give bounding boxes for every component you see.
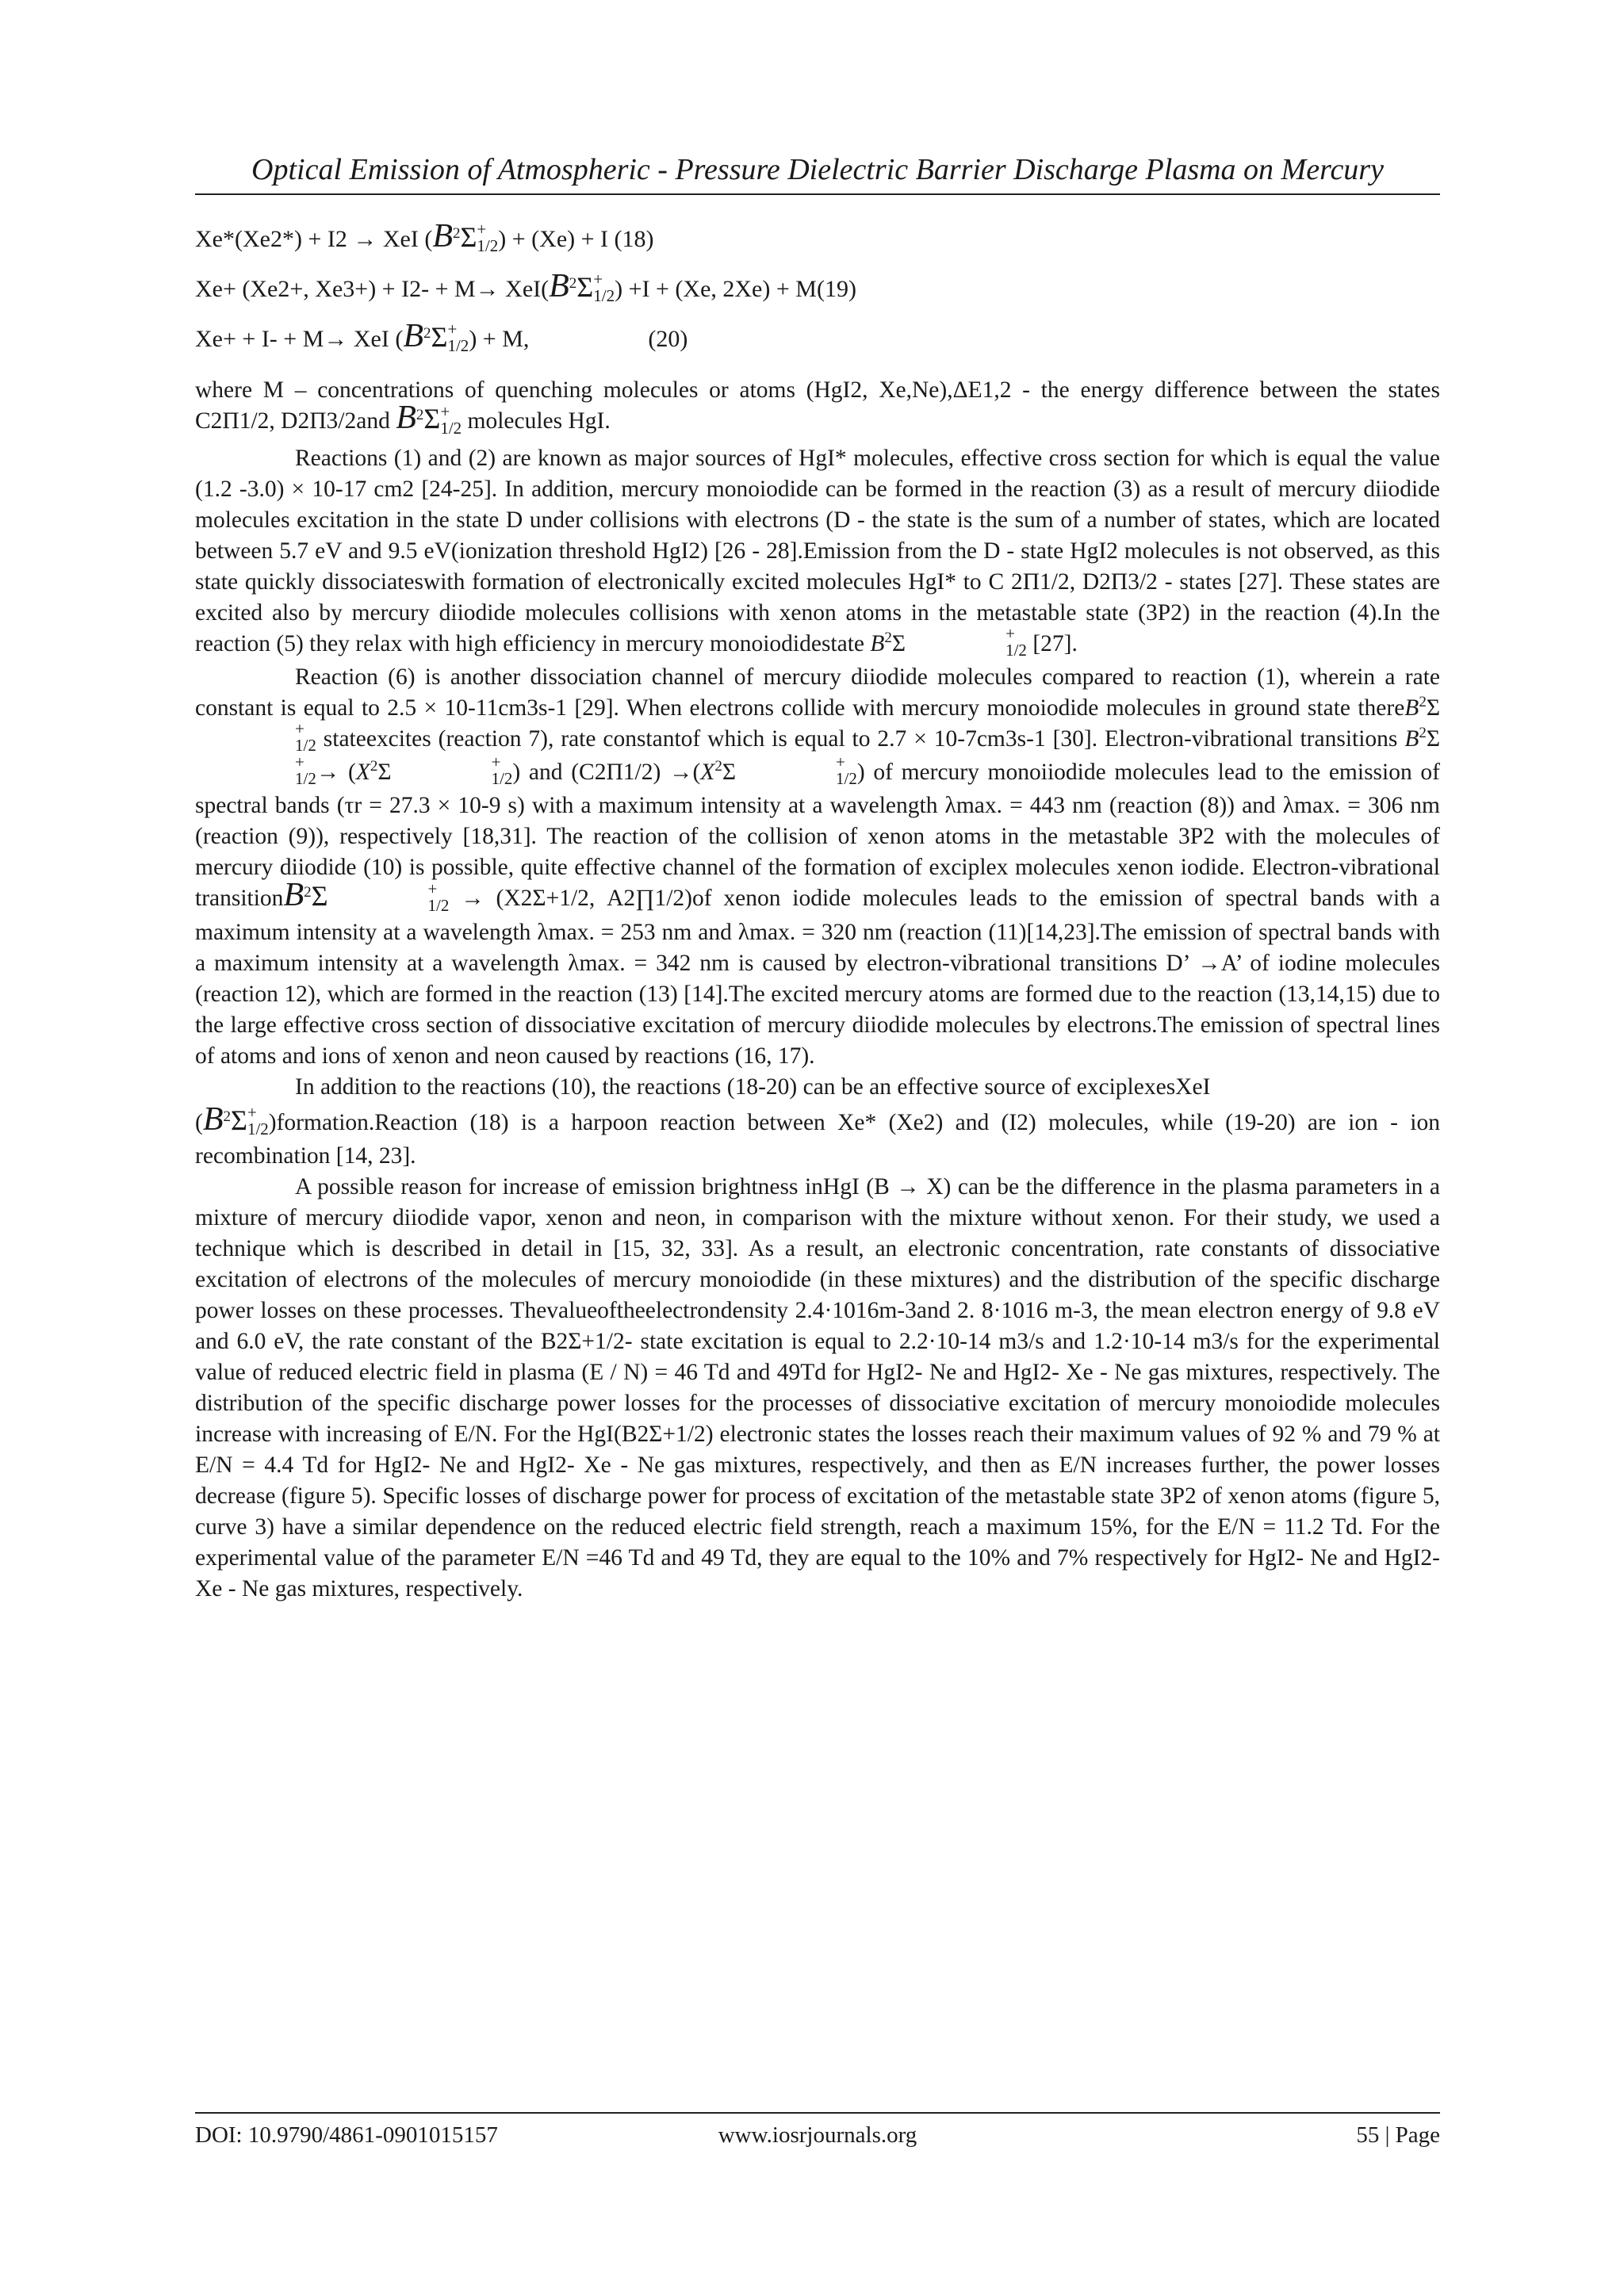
journal-site: www.iosrjournals.org bbox=[718, 2122, 917, 2148]
sigma-symbol: Σ bbox=[460, 221, 477, 253]
equation-20: Xe+ + I- + M→ XeI ($B^2\Sigma$ + 1/2 ) + M, (20) bbox=[195, 318, 688, 356]
equation-text: ) +I + (Xe, 2Xe) + M(19) bbox=[615, 276, 856, 303]
sigma-symbol: Σ bbox=[431, 321, 448, 354]
paragraph-reactions-6-17: Reaction (6) is another dissociation channel of mercury diiodide molecules compared to reaction (1), wherein a rate constant is equal to 2.5 × 10-11cm3s-1 [29]. When electrons collide with mercury monoiodide molecules in ground state thereB$^2$Σ + 1/2 stateexcites (reaction 7), rate constantof which is equal to 2.7 × 10-7cm3s-1 [30]. Electron-vibrational transitions $B^2\Sigma$ + 1/2 → ($X^2\Sigma$ + 1/2 ) and $(C2\Pi 1/2) \to(X^2\Sigma$ + 1/2 ) of mercury monoiiodide molecules lead to the emission of spectral bands (τr = 27.3 × 10-9 s) with a maximum intensity at a wavelength λmax. = 443 nm (reaction (8)) and λmax. = 306 nm (reaction (9)), respectively [18,31]. The reaction of the collision of xenon atoms in the metastable 3P2 with the molecules of mercury diiodide (10) is possible, quite effective channel of the formation of exciplex molecules xenon iodide. Electron-vibrational transitionB$^2$Σ + 1/2 → (X2Σ+1/2, A2∏1/2)of xenon iodide molecules leads to the emission of spectral bands with a maximum intensity at a wavelength λmax. = 253 nm and λmax. = 320 nm (reaction (11)[14,23].The emission of spectral bands with a maximum intensity at a wavelength λmax. = 342 nm is caused by electron-vibrational transitions D’ →A’ of iodine molecules (reaction 12), which are formed in the reaction (13) [14].The excited mercury atoms are formed due to the reaction (13,14,15) due to the large effective cross section of dissociative excitation of mercury diiodide molecules by electrons.The emission of spectral lines of atoms and ions of xenon and neon caused by reactions (16, 17). bbox=[195, 664, 1441, 1069]
equation-text: ) + (Xe) + I (18) bbox=[498, 226, 654, 252]
term-letter: B bbox=[403, 318, 424, 355]
paragraph-harpoon: ($B^2\Sigma$ + 1/2 )formation.Reaction (18) is a harpoon reaction between Xe* (Xe2) and (I2) molecules, while (19-20) are ion - ion recombination [14, 23]. bbox=[195, 1100, 1440, 1169]
doi-label: DOI: 10.9790/4861-0901015157 bbox=[195, 2122, 498, 2148]
paragraph-discussion: A possible reason for increase of emission brightness inHgI (B → X) can be the difference in the plasma parameters in a mixture of mercury diiodide vapor, xenon and neon, in comparison with the mixture without xenon. For their study, we used a technique which is described in detail in [15, 32, 33]. As a result, an electronic concentration, rate constants of dissociative excitation of electrons of the molecules of mercury monoiodide (in these mixtures) and the distribution of the specific discharge power losses on these processes. Thevalueoftheelectrondensity 2.4·1016m-3and 2. 8·1016 m-3, the mean electron energy of 9.8 eV and 6.0 eV, the rate constant of the B2Σ+1/2- state excitation is equal to 2.2·10-14 m3/s and 1.2·10-14 m3/s for the experimental value of reduced electric field in plasma (E / N) = 46 Td and 49Td for HgI2- Ne and HgI2- Xe - Ne gas mixtures, respectively. The distribution of the specific discharge power losses for the processes of dissociative excitation of mercury monoiodide molecules increase with increasing of E/N. For the HgI(B2Σ+1/2) electronic states the losses reach their maximum values of 92 % and 79 % at E/N = 4.4 Td for HgI2- Ne and HgI2- Xe - Ne gas mixtures, respectively, and then as E/N increases further, the power losses decrease (figure 5). Specific losses of discharge power for process of excitation of the metastable state 3P2 of xenon atoms (figure 5, curve 3) have a similar dependence on the reduced electric field strength, reach a maximum 15%, for the E/N = 11.2 Td. For the experimental value of the parameter E/N =46 Td and 49 Td, they are equal to the 10% and 7% respectively for HgI2- Ne and HgI2- Xe - Ne gas mixtures, respectively. bbox=[195, 1173, 1440, 1601]
equation-text: Xe+ (Xe2+, Xe3+) + I2- + M→ XeI( bbox=[195, 276, 550, 303]
equation-18: Xe*(Xe2*) + I2 → XeI ($B^2\Sigma$ + 1/2 ) + (Xe) + I (18) bbox=[195, 218, 654, 256]
term-letter: B bbox=[549, 268, 569, 305]
equation-19: Xe+ (Xe2+, $Xe3+) + I2- + M\to XeI(B^2\Sigma$ + 1/2 ) +I + (Xe, 2Xe) + M(19) bbox=[195, 268, 856, 306]
equation-number: (20) bbox=[648, 326, 688, 353]
footer-rule bbox=[195, 2112, 1440, 2114]
equation-text: Xe*(Xe2*) + I2 → XeI ( bbox=[195, 226, 433, 252]
running-header: Optical Emission of Atmospheric - Pressure Dielectric Barrier Discharge Plasma on Mercury bbox=[251, 153, 1384, 186]
equation-text: Xe+ + I- + M→ XeI ( bbox=[195, 326, 404, 353]
page-body bbox=[195, 218, 1441, 1605]
paragraph-exciplex-sources: In addition to the reactions (10), the reactions (18-20) can be an effective source of exciplexesXeI bbox=[295, 1073, 1211, 1100]
term-letter: B bbox=[432, 218, 453, 254]
equation-text: ) + M, bbox=[469, 326, 530, 353]
paragraph-definitions: where M – concentrations of quenching molecules or atoms (HgI2, Xe,Ne),ΔE1,2 - the energy difference between the states C2Π1/2, D2Π3/2and $B^2\Sigma$ + 1/2 molecules HgI. bbox=[195, 377, 1440, 438]
header-rule bbox=[195, 193, 1440, 195]
sigma-symbol: Σ bbox=[576, 271, 594, 304]
page-number: 55 | Page bbox=[1356, 2122, 1440, 2148]
paragraph-reactions-1-5: Reactions (1) and (2) are known as major sources of HgI* molecules, effective cross section for which is equal the value (1.2 -3.0) × 10-17 cm2 [24-25]. In addition, mercury monoiodide can be formed in the reaction (3) as a result of mercury diiodide molecules excitation in the state D under collisions with electrons (D - the state is the sum of a number of states, which are located between 5.7 eV and 9.5 eV(ionization threshold HgI2) [26 - 28].Emission from the D - state HgI2 molecules is not observed, as this state quickly dissociateswith formation of electronically excited molecules HgI* to C 2Π1/2, D2Π3/2 - states [27]. These states are excited also by mercury diiodide molecules collisions with xenon atoms in the metastable state (3P2) in the reaction (4).In the reaction (5) they relax with high efficiency in mercury monoiodidestate $B^2\Sigma$ + 1/2 [27]. bbox=[195, 445, 1440, 660]
